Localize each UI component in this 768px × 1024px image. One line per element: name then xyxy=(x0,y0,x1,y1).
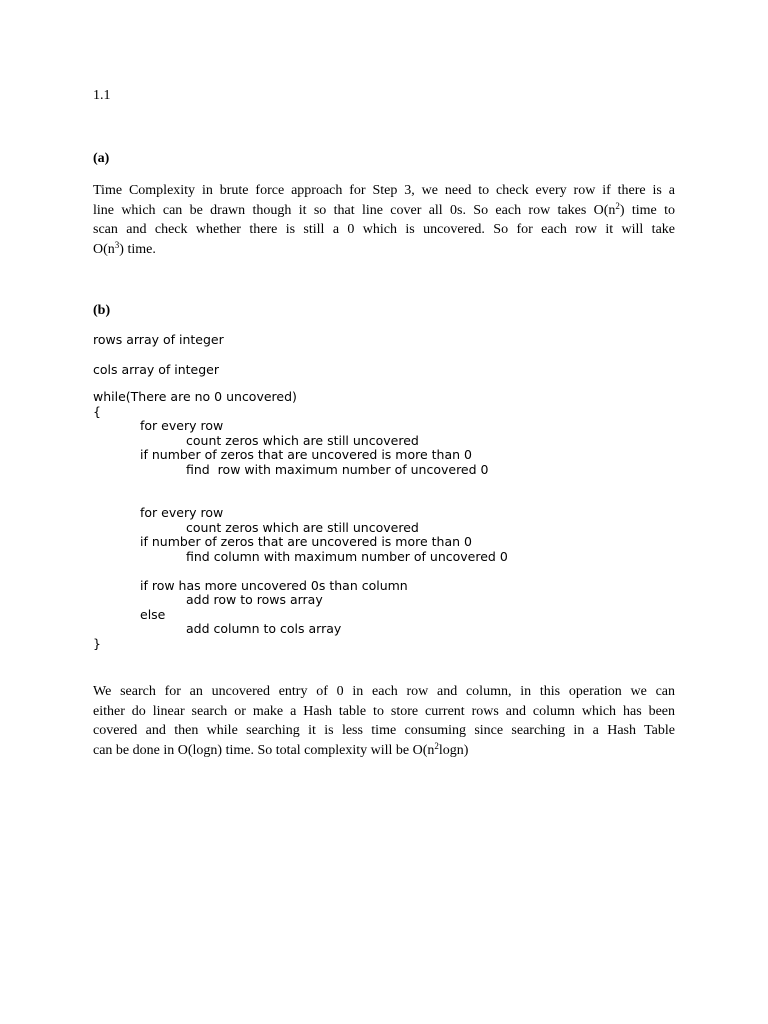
complexity-line-3: covered and then while searching it is less time consuming since searching in a Hash Table xyxy=(93,723,675,738)
exponent-2: 2 xyxy=(434,740,439,751)
part-a-line-1: Time Complexity in brute force approach for Step 3, we need to check every row if there is a xyxy=(93,183,675,198)
code-line-open-brace: { xyxy=(93,403,101,419)
code-line-add-column: add column to cols array xyxy=(186,621,342,636)
code-line-blank xyxy=(93,477,508,492)
code-line-find-row: find row with maximum number of uncovered 0 xyxy=(186,461,489,477)
part-a-line-4 xyxy=(93,240,675,260)
part-a-line-2-text: line which can be drawn though it so that line cover all 0s. So each row takes O(n xyxy=(93,202,616,218)
code-line-if-row-more: if row has more uncovered 0s than column xyxy=(140,577,408,593)
part-a-paragraph xyxy=(93,181,675,259)
code-line-add-row: add row to rows array xyxy=(186,592,323,607)
code-line-if-zeros-2: if number of zeros that are uncovered is more than 0 xyxy=(140,534,472,549)
exponent-3: 3 xyxy=(114,239,120,250)
complexity-line-4-tail: logn) xyxy=(438,742,469,758)
complexity-line-4-text: can be done in O(logn) time. So total complexity will be O(n xyxy=(93,742,435,758)
part-a-line-3: scan and check whether there is still a 0 which is uncovered. So for each row it will take xyxy=(93,222,675,237)
rows-declaration: rows array of integer xyxy=(93,332,224,347)
part-a-heading: (a) xyxy=(93,151,110,166)
code-line-count-zeros-2: count zeros which are still uncovered xyxy=(186,519,419,535)
complexity-line-2: either do linear search or make a Hash table to store current rows and column which has been xyxy=(93,703,675,719)
cols-declaration: cols array of integer xyxy=(93,362,220,377)
complexity-line-1: We search for an uncovered entry of 0 in each row and column, in this operation we can xyxy=(93,684,675,699)
code-line-find-column: find column with maximum number of uncovered 0 xyxy=(186,548,508,564)
pseudocode-block xyxy=(93,390,508,651)
code-line-while: while(There are no 0 uncovered) xyxy=(93,389,297,404)
code-line-for-row-1: for every row xyxy=(140,418,224,433)
code-line-blank xyxy=(93,564,508,579)
code-line-close-brace: } xyxy=(93,635,101,651)
exponent-2: 2 xyxy=(615,200,620,211)
code-line-for-row-2: for every row xyxy=(140,505,224,520)
code-line-blank xyxy=(93,492,508,507)
part-a-line-4-tail: ) time. xyxy=(119,241,156,257)
complexity-line-4 xyxy=(93,741,675,761)
part-b-heading: (b) xyxy=(93,303,111,318)
code-line-if-zeros-1: if number of zeros that are uncovered is more than 0 xyxy=(140,447,472,462)
part-a-line-2 xyxy=(93,201,675,221)
complexity-paragraph xyxy=(93,682,675,760)
part-a-line-2-tail: ) time to xyxy=(619,202,675,218)
section-number: 1.1 xyxy=(93,88,111,103)
code-line-count-zeros-1: count zeros which are still uncovered xyxy=(186,432,419,448)
code-line-else: else xyxy=(140,606,166,622)
part-a-line-4-text: O(n xyxy=(93,241,115,257)
